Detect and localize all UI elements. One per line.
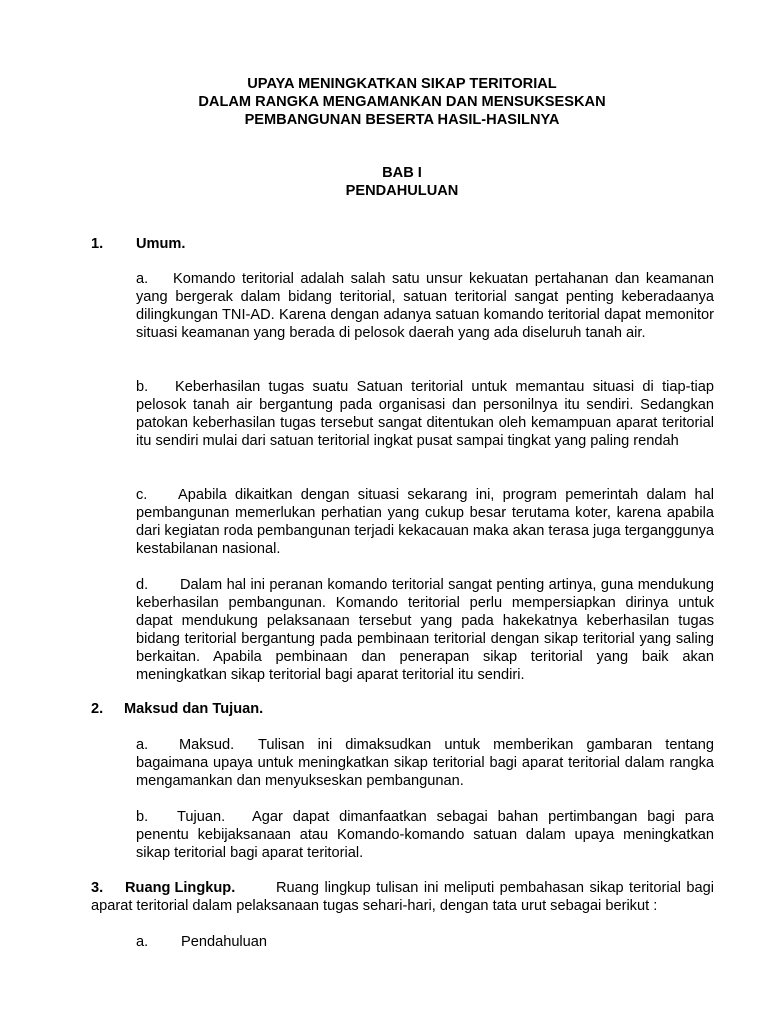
item-text: Agar dapat dimanfaatkan sebagai bahan pertimbangan bagi para penentu kebijaksanaan atau Komando-komando satuan dalam upaya meningkatkan sikap teritorial bagi aparat teritorial. bbox=[136, 809, 714, 861]
title-line-2: DALAM RANGKA MENGAMANKAN DAN MENSUKSESKAN bbox=[198, 94, 606, 110]
item-text: Apabila dikaitkan dengan situasi sekarang ini, program pemerintah dalam hal pembangunan memerlukan perhatian yang cukup besar terutama koter, karena apabila dari kegiatan roda pembangunan terjadi kekacauan maka akan terasa juga terganggunya kestabilanan nasional. bbox=[136, 487, 714, 557]
item-text: Tulisan ini dimaksudkan untuk memberikan gambaran tentang bagaimana upaya untuk meningkatkan sikap teritorial bagi aparat teritorial dalam rangka mengamankan dan menyukseskan pembangunan. bbox=[136, 737, 714, 789]
title-line-1: UPAYA MENINGKATKAN SIKAP TERITORIAL bbox=[247, 76, 557, 92]
item-lead: Maksud. bbox=[179, 737, 235, 753]
chapter-heading bbox=[0, 164, 768, 200]
item-text: Pendahuluan bbox=[181, 934, 268, 950]
item-label: b. bbox=[136, 379, 149, 395]
document-title bbox=[0, 75, 768, 129]
title-line-3: PEMBANGUNAN BESERTA HASIL-HASILNYA bbox=[244, 112, 560, 128]
section-1-item-a bbox=[136, 270, 714, 342]
section-2-number: 2. bbox=[91, 701, 104, 717]
section-2-item-a bbox=[136, 736, 714, 790]
chapter-number: BAB I bbox=[382, 165, 422, 181]
section-1-item-d bbox=[136, 576, 714, 684]
item-label: a. bbox=[136, 737, 149, 753]
item-label: c. bbox=[136, 487, 148, 503]
item-label: a. bbox=[136, 934, 149, 950]
item-text: Dalam hal ini peranan komando teritorial sangat penting artinya, guna mendukung keberhasilan pembangunan. Komando teritorial perlu mempersiapkan dirinya untuk dapat mendukung pelaksanaan tersebut yang pada hakekatnya keberhasilan tugas bidang teritorial bergantung pada pembinaan teritorial dengan sikap teritorial yang saling berkaitan. Apabila pembinaan dan penerapan sikap teritorial yang baik akan meningkatkan sikap teritorial bagi aparat teritorial itu sendiri. bbox=[136, 577, 714, 683]
section-1-number: 1. bbox=[91, 236, 104, 252]
section-3-heading: Ruang Lingkup. bbox=[125, 880, 236, 896]
item-label: d. bbox=[136, 577, 149, 593]
item-text: Komando teritorial adalah salah satu unsur kekuatan pertahanan dan keamanan yang bergerak dalam bidang teritorial, satuan teritorial sangat penting keberadaanya dilingkungan TNI-AD. Karena dengan adanya satuan komando teritorial dapat memonitor situasi keamanan yang berada di pelosok daerah yang ada diseluruh tanah air. bbox=[136, 271, 714, 341]
section-1-heading: Umum. bbox=[136, 236, 186, 252]
section-3-number: 3. bbox=[91, 880, 104, 896]
chapter-name: PENDAHULUAN bbox=[345, 183, 459, 199]
item-label: a. bbox=[136, 271, 149, 287]
section-1-item-b bbox=[136, 378, 714, 450]
section-3-item-a bbox=[136, 933, 714, 951]
section-1-item-c bbox=[136, 486, 714, 558]
section-2-item-b bbox=[136, 808, 714, 862]
item-lead: Tujuan. bbox=[177, 809, 226, 825]
section-3-paragraph bbox=[91, 879, 714, 915]
item-text: Keberhasilan tugas suatu Satuan teritorial untuk memantau situasi di tiap-tiap pelosok tanah air bergantung pada organisasi dan personilnya itu sendiri. Sedangkan patokan keberhasilan tugas tersebut sangat ditentukan oleh kemampuan aparat teritorial itu sendiri mulai dari satuan teritorial ingkat pusat sampai tingkat yang paling rendah bbox=[136, 379, 714, 449]
section-2-heading: Maksud dan Tujuan. bbox=[124, 701, 264, 717]
section-3-text: Ruang lingkup tulisan ini meliputi pembahasan sikap teritorial bagi aparat teritorial dalam pelaksanaan tugas sehari-hari, dengan tata urut sebagai berikut : bbox=[91, 880, 714, 914]
item-label: b. bbox=[136, 809, 149, 825]
